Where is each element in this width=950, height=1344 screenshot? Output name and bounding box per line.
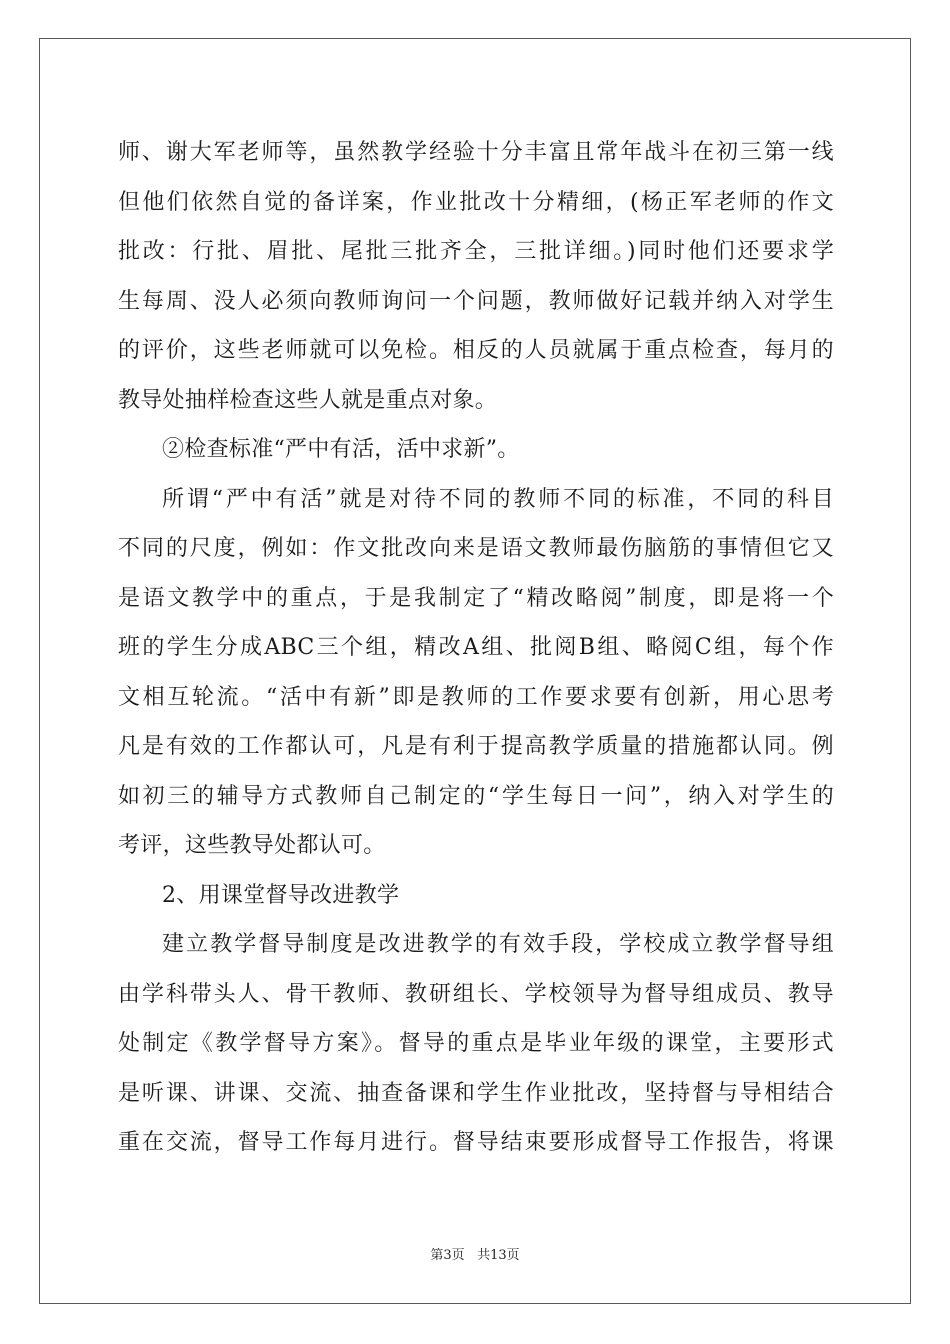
document-body xyxy=(118,128,834,1168)
text-line-11: 班的学生分成ABC三个组，精改A组、批阅B组、略阅C组，每个作 xyxy=(118,635,834,660)
text-line-5: 的评价，这些老师就可以免检。相反的人员就属于重点检查，每月的 xyxy=(118,338,834,363)
text-line-19: 处制定《教学督导方案》。督导的重点是毕业年级的课堂，主要形式 xyxy=(118,1031,834,1056)
text-line-8: 所谓“严中有活”就是对待不同的教师不同的标准，不同的科目 xyxy=(162,486,834,512)
page-footer xyxy=(0,1244,950,1263)
text-line-13: 凡是有效的工作都认可，凡是有利于提高教学质量的措施都认同。例 xyxy=(118,734,834,759)
text-line-1: 师、谢大军老师等，虽然教学经验十分丰富且常年战斗在初三第一线 xyxy=(118,140,834,165)
text-line-2: 但他们依然自觉的备详案，作业批改十分精细，(杨正军老师的作文 xyxy=(118,189,834,215)
text-line-12: 文相互轮流。“活中有新”即是教师的工作要求要有创新，用心思考 xyxy=(118,684,834,710)
text-line-17: 建立教学督导制度是改进教学的有效手段，学校成立教学督导组 xyxy=(162,932,834,957)
text-line-4: 生每周、没人必须向教师询问一个问题，教师做好记载并纳入对学生 xyxy=(118,288,834,314)
text-line-14: 如初三的辅导方式教师自己制定的“学生每日一问”，纳入对学生的 xyxy=(118,783,834,809)
text-line-21: 重在交流，督导工作每月进行。督导结束要形成督导工作报告，将课 xyxy=(118,1130,834,1155)
text-line-3: 批改：行批、眉批、尾批三批齐全，三批详细。)同时他们还要求学 xyxy=(118,239,834,264)
text-line-15: 考评，这些教导处都认可。 xyxy=(118,833,386,858)
text-line-9: 不同的尺度，例如：作文批改向来是语文教师最伤脑筋的事情但它又 xyxy=(118,536,834,561)
text-line-20: 是听课、讲课、交流、抽查备课和学生作业批改，坚持督与导相结合 xyxy=(118,1080,834,1106)
text-line-18: 由学科带头人、骨干教师、教研组长、学校领导为督导组成员、教导 xyxy=(118,981,834,1007)
text-line-10: 是语文教学中的重点，于是我制定了“精改略阅”制度，即是将一个 xyxy=(118,585,834,611)
total-pages: 共13页 xyxy=(477,1248,520,1263)
page-number: 第3页 xyxy=(430,1248,465,1263)
section-heading: 2、用课堂督导改进教学 xyxy=(162,882,400,908)
text-line-6: 教导处抽样检查这些人就是重点对象。 xyxy=(118,387,498,413)
text-line-7: ②检查标准“严中有活，活中求新”。 xyxy=(162,437,520,462)
